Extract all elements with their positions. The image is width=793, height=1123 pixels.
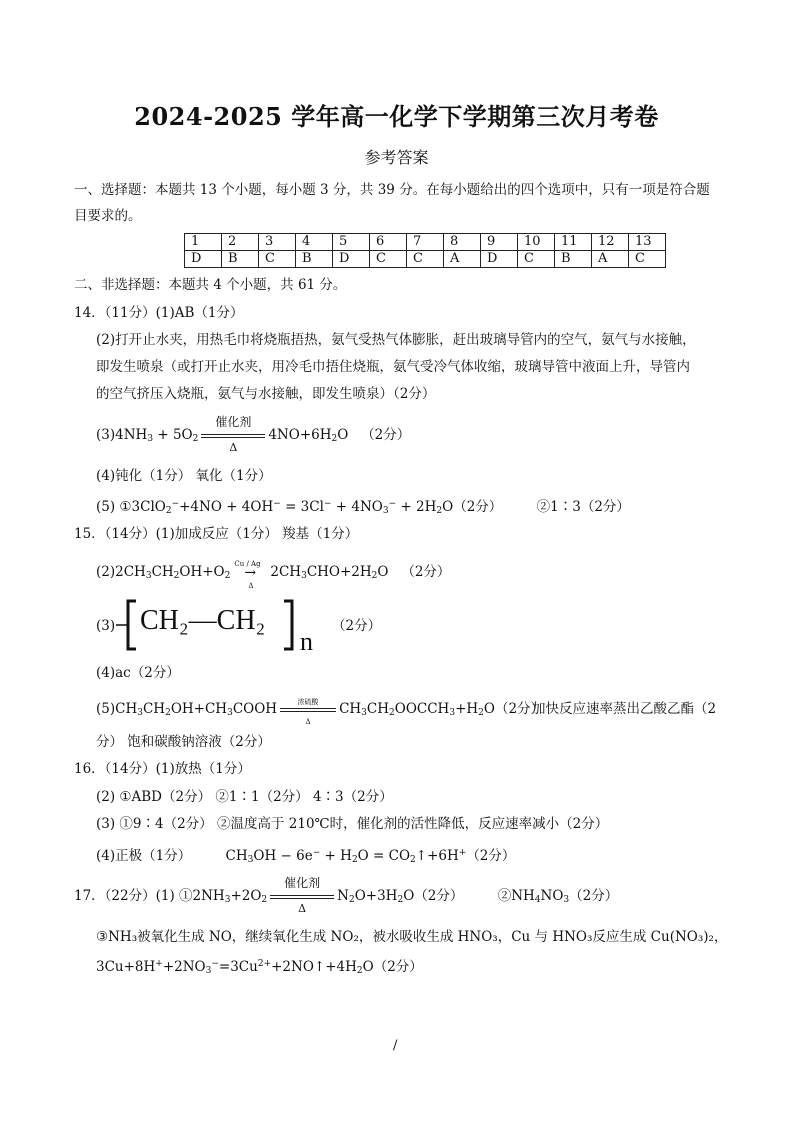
q17-p3-line1: ③NH₃被氧化生成 NO，继续氧化生成 NO₂，被水吸收生成 HNO₃，Cu 与 HNO₃反应生成 Cu(NO₃)₂， [96,929,728,945]
reaction-condition [201,414,265,454]
page-subtitle: 参考答案 [364,148,429,167]
q15-p4: (4)ac（2分） [96,665,180,681]
polyethylene-structure [96,595,396,657]
table-cell: 10 [518,234,555,251]
q14-p4: (4)钝化（1分） 氧化（1分） [96,468,272,484]
q14-p5-equation: (5) ①3ClO$_2$−+4NO + $4OH^- = 3Cl^- + 4NO_3^- + 2H_2O(2$分） ②1∶3（2分） [96,499,630,516]
answer-table [184,233,666,268]
q17-p3-line2: $3Cu+8H^++2NO_3^-=3Cu^{2+}+2NO↑+4H_2O(2$分） [96,959,423,976]
table-cell: B [296,251,333,268]
arrow-icon: → [244,564,257,581]
table-cell: A [592,251,629,268]
q15-p3-score: （2分） [332,618,382,634]
table-cell: B [555,251,592,268]
heat-label: Δ [248,581,254,590]
reaction-condition [270,875,334,915]
q17-p1-2-label: ②NH [497,888,535,904]
q14-p3-equation: $(3)4NH_3 + 5O_2$ 催化剂 Δ $4NO+6H_2O$ （2分） [96,426,410,448]
table-cell: D [333,251,370,268]
table-cell: 7 [407,234,444,251]
q14-p5-score: （2分） [453,499,503,515]
answer-table-number-row [185,234,666,251]
table-cell: 12 [592,234,629,251]
q17-p1-2-tail: （2分） [569,888,619,904]
q15-p2-label: (2) [96,564,116,580]
table-cell: C [407,251,444,268]
section1-intro-line1: 一、选择题：本题共 13 个小题，每小题 3 分，共 39 分。在每小题给出的四个选项中，只有一项是符合题 [74,182,710,198]
reaction-condition [280,697,336,726]
section1-intro-line2: 目要求的。 [74,208,142,224]
table-cell: 11 [555,234,592,251]
q16-p2: (2) ①ABD（2分） ②1∶1（2分） 4∶3（2分） [96,789,393,805]
q14-p3-label: (3) [96,427,116,443]
table-cell: 8 [444,234,481,251]
table-cell: B [222,251,259,268]
q16-p4-label: (4)正极（1分） [96,848,192,864]
table-cell: C [370,251,407,268]
q16-head: 16．（14分）(1)放热（1分） [74,761,251,777]
table-cell: C [259,251,296,268]
q14-p3-score: （2分） [361,427,411,443]
page-title: 2024-2025 学年高一化学下学期第三次月考卷 [134,102,659,131]
q17-head-label: 17．（22分）(1) ① [74,888,193,904]
q15-p3-label: (3) [96,618,116,634]
table-cell: 6 [370,234,407,251]
q15-p5-equation: $(5)CH_3CH_2OH+CH_3COOH$ 浓硫酸 Δ $CH_3CH_2OOCCH_3+H_2O(2$分） [96,700,544,722]
q14-p2-line3: 的空气挤压入烧瓶，氨气与水接触，即发生喷泉）（2分） [96,386,436,402]
table-cell: 1 [185,234,222,251]
q15-p2-equation: $(2)2CH_3CH_2OH+O_2$ Cu / Ag → Δ $2CH_3CHO+2H_2O$ （2分） [96,563,450,585]
q14-p5-2: ②1∶3（2分） [536,499,630,515]
catalyst-label: Cu / Ag [234,559,261,568]
q15-p3-unit: CH₂—CH₂ [140,605,266,636]
table-cell: 4 [296,234,333,251]
q14-p2-line2: 即发生喷泉（或打开止水夹，用冷毛巾捂住烧瓶，氨气受冷气体收缩，玻璃导管中液面上升，导管内 [96,359,690,375]
q14-p2-line1: (2)打开止水夹，用热毛巾将烧瓶捂热，氨气受热气体膨胀，赶出玻璃导管内的空气，氨气与水接触， [96,332,696,348]
table-cell: D [185,251,222,268]
table-cell: C [629,251,666,268]
q15-p2-score: （2分） [401,564,451,580]
polymer-bracket-right [282,595,302,657]
table-cell: 2 [222,234,259,251]
heat-label: Δ [305,717,311,726]
section2-intro: 二、非选择题：本题共 4 个小题，共 61 分。 [74,277,347,293]
q17-p3-line2-score: （2分） [373,959,423,975]
catalyst-label: 浓硫酸 [297,697,319,706]
page-footer: / [393,1038,398,1053]
q15-p5-score: （2分） [494,701,545,717]
q16-p4: (4)正极（1分） $CH_3OH - 6e^- + H_2O$ = $CO_2↑+6H^+(2$分） [96,848,516,865]
catalyst-label: 催化剂 [284,875,321,890]
table-cell: 5 [333,234,370,251]
table-cell: 3 [259,234,296,251]
q15-head: 15．（14分）(1)加成反应（1分） 羧基（1分） [74,526,359,542]
table-cell: D [481,251,518,268]
q15-p5-line2: 分） 饱和碳酸钠溶液（2分） [96,734,271,750]
heat-label: Δ [229,440,238,454]
catalyst-label: 催化剂 [215,414,252,429]
q16-p3: (3) ①9∶4（2分） ②温度高于 210℃时，催化剂的活性降低，反应速率减小（2分） [96,816,609,832]
reaction-arrow [230,559,270,590]
table-cell: C [518,251,555,268]
q17-p1-equation: 17．（22分）(1) $①2NH_3+2O_2$ 催化剂 Δ $N_2O+3H_2O(2$分） $②NH_4NO_3(2$分） [74,887,618,909]
q14-head: 14．（11分）(1)AB（1分） [74,305,244,321]
q15-p3-n: n [300,627,313,656]
q15-p5-label: (5) [96,701,116,717]
heat-label: Δ [298,901,307,915]
q14-p5-label: (5) ① [96,499,132,515]
table-cell: 13 [629,234,666,251]
table-cell: 9 [481,234,518,251]
q16-p4-score: （2分） [466,848,516,864]
answer-table-answer-row [185,251,666,268]
table-cell: A [444,251,481,268]
q15-p5-extra: 加快反应速率蒸出乙酸乙酯（2 [532,701,717,717]
q17-score: （2分） [414,888,464,904]
